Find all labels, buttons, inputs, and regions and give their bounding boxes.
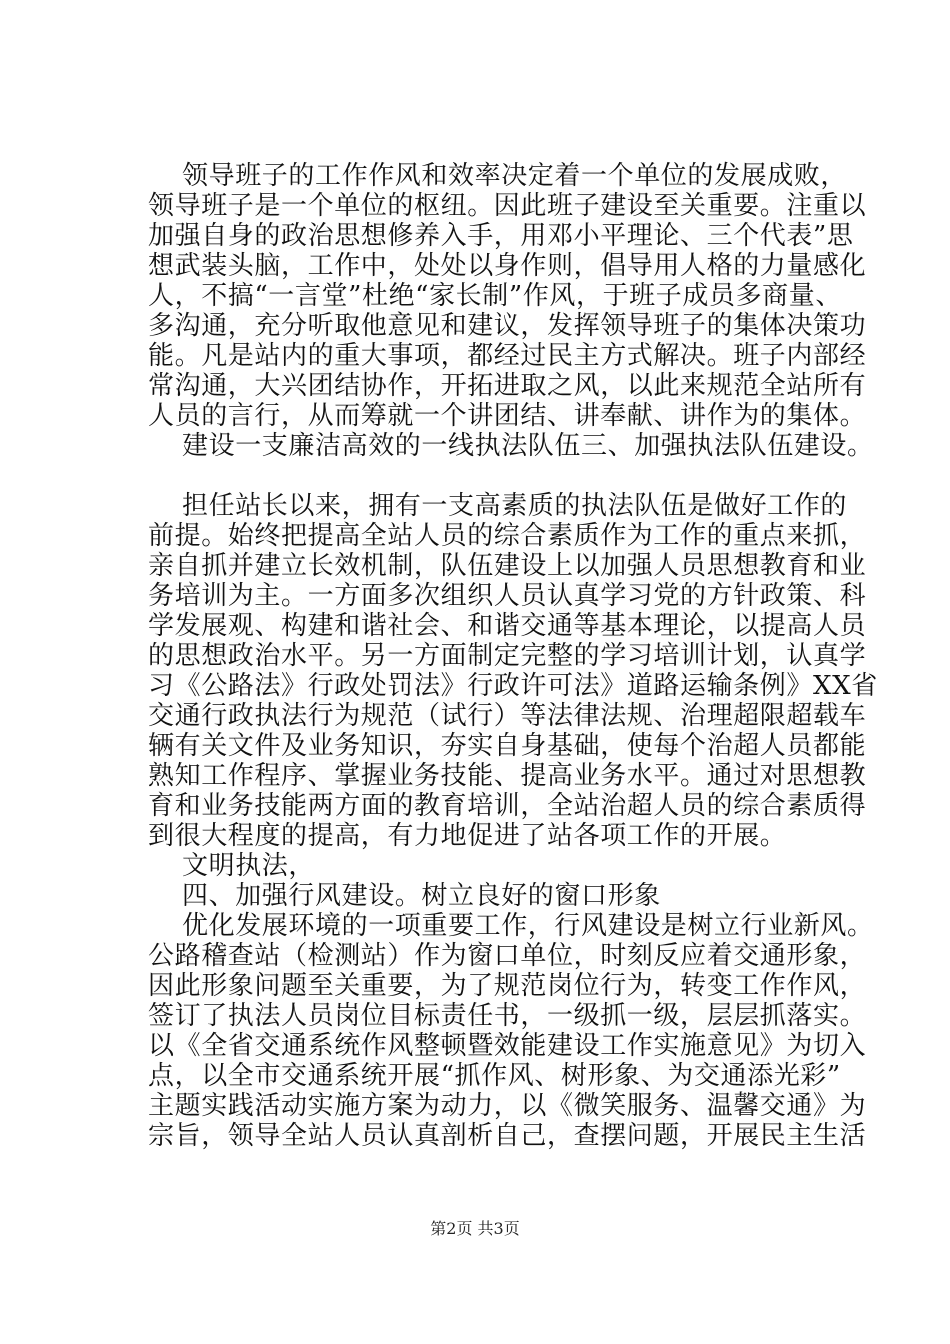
text-line: 能。凡是站内的重大事项，都经过民主方式解决。班子内部经 bbox=[148, 341, 867, 371]
text-line: 人，不搞“一言堂”杜绝“家长制”作风，于班子成员多商量、 bbox=[148, 281, 842, 311]
text-line: 辆有关文件及业务知识，夯实自身基础，使每个治超人员都能 bbox=[148, 731, 867, 761]
text-line: 优化发展环境的一项重要工作，行风建设是树立行业新风。 bbox=[182, 911, 874, 941]
text-line: 习《公路法》行政处罚法》行政许可法》道路运输条例》XX省 bbox=[148, 671, 878, 701]
text-line: 多沟通，充分听取他意见和建议，发挥领导班子的集体决策功 bbox=[148, 311, 867, 341]
text-line: 到很大程度的提高，有力地促进了站各项工作的开展。 bbox=[148, 821, 787, 851]
text-line: 学发展观、构建和谐社会、和谐交通等基本理论，以提高人员 bbox=[148, 611, 867, 641]
text-line: 因此形象问题至关重要，为了规范岗位行为，转变工作作风， bbox=[148, 971, 867, 1001]
text-line: 务培训为主。一方面多次组织人员认真学习党的方针政策、科 bbox=[148, 581, 867, 611]
text-line: 点，以全市交通系统开展“抓作风、树形象、为交通添光彩” bbox=[148, 1061, 841, 1091]
text-line: 签订了执法人员岗位目标责任书，一级抓一级，层层抓落实。 bbox=[148, 1001, 867, 1031]
text-line: 交通行政执法行为规范（试行）等法律法规、治理超限超载车 bbox=[148, 701, 867, 731]
text-line: 四、加强行风建设。树立良好的窗口形象 bbox=[182, 881, 661, 911]
text-line: 前提。始终把提高全站人员的综合素质作为工作的重点来抓， bbox=[148, 521, 867, 551]
text-line: 宗旨，领导全站人员认真剖析自己，查摆问题，开展民主生活 bbox=[148, 1121, 867, 1151]
text-line: 的思想政治水平。另一方面制定完整的学习培训计划，认真学 bbox=[148, 641, 867, 671]
text-line: 想武装头脑，工作中，处处以身作则，倡导用人格的力量感化 bbox=[148, 251, 867, 281]
page-footer: 第2页 共3页 bbox=[430, 1219, 520, 1238]
text-line: 担任站长以来，拥有一支高素质的执法队伍是做好工作的 bbox=[182, 491, 848, 521]
text-line: 亲自抓并建立长效机制，队伍建设上以加强人员思想教育和业 bbox=[148, 551, 867, 581]
text-line: 常沟通，大兴团结协作，开拓进取之风，以此来规范全站所有 bbox=[148, 371, 867, 401]
text-line: 加强自身的政治思想修养入手，用邓小平理论、三个代表”思 bbox=[148, 221, 854, 251]
text-line: 建设一支廉洁高效的一线执法队伍三、加强执法队伍建设。 bbox=[182, 431, 874, 461]
text-line: 文明执法， bbox=[182, 851, 316, 881]
text-line: 公路稽查站（检测站）作为窗口单位，时刻反应着交通形象， bbox=[148, 941, 867, 971]
text-line: 人员的言行，从而筹就一个讲团结、讲奉献、讲作为的集体。 bbox=[148, 401, 867, 431]
text-line: 熟知工作程序、掌握业务技能、提高业务水平。通过对思想教 bbox=[148, 761, 867, 791]
text-line: 主题实践活动实施方案为动力，以《微笑服务、温馨交通》为 bbox=[148, 1091, 867, 1121]
text-line: 以《全省交通系统作风整顿暨效能建设工作实施意见》为切入 bbox=[148, 1031, 867, 1061]
text-line: 育和业务技能两方面的教育培训，全站治超人员的综合素质得 bbox=[148, 791, 867, 821]
text-line: 领导班子的工作作风和效率决定着一个单位的发展成败， bbox=[182, 161, 848, 191]
text-line: 领导班子是一个单位的枢纽。因此班子建设至关重要。注重以 bbox=[148, 191, 867, 221]
